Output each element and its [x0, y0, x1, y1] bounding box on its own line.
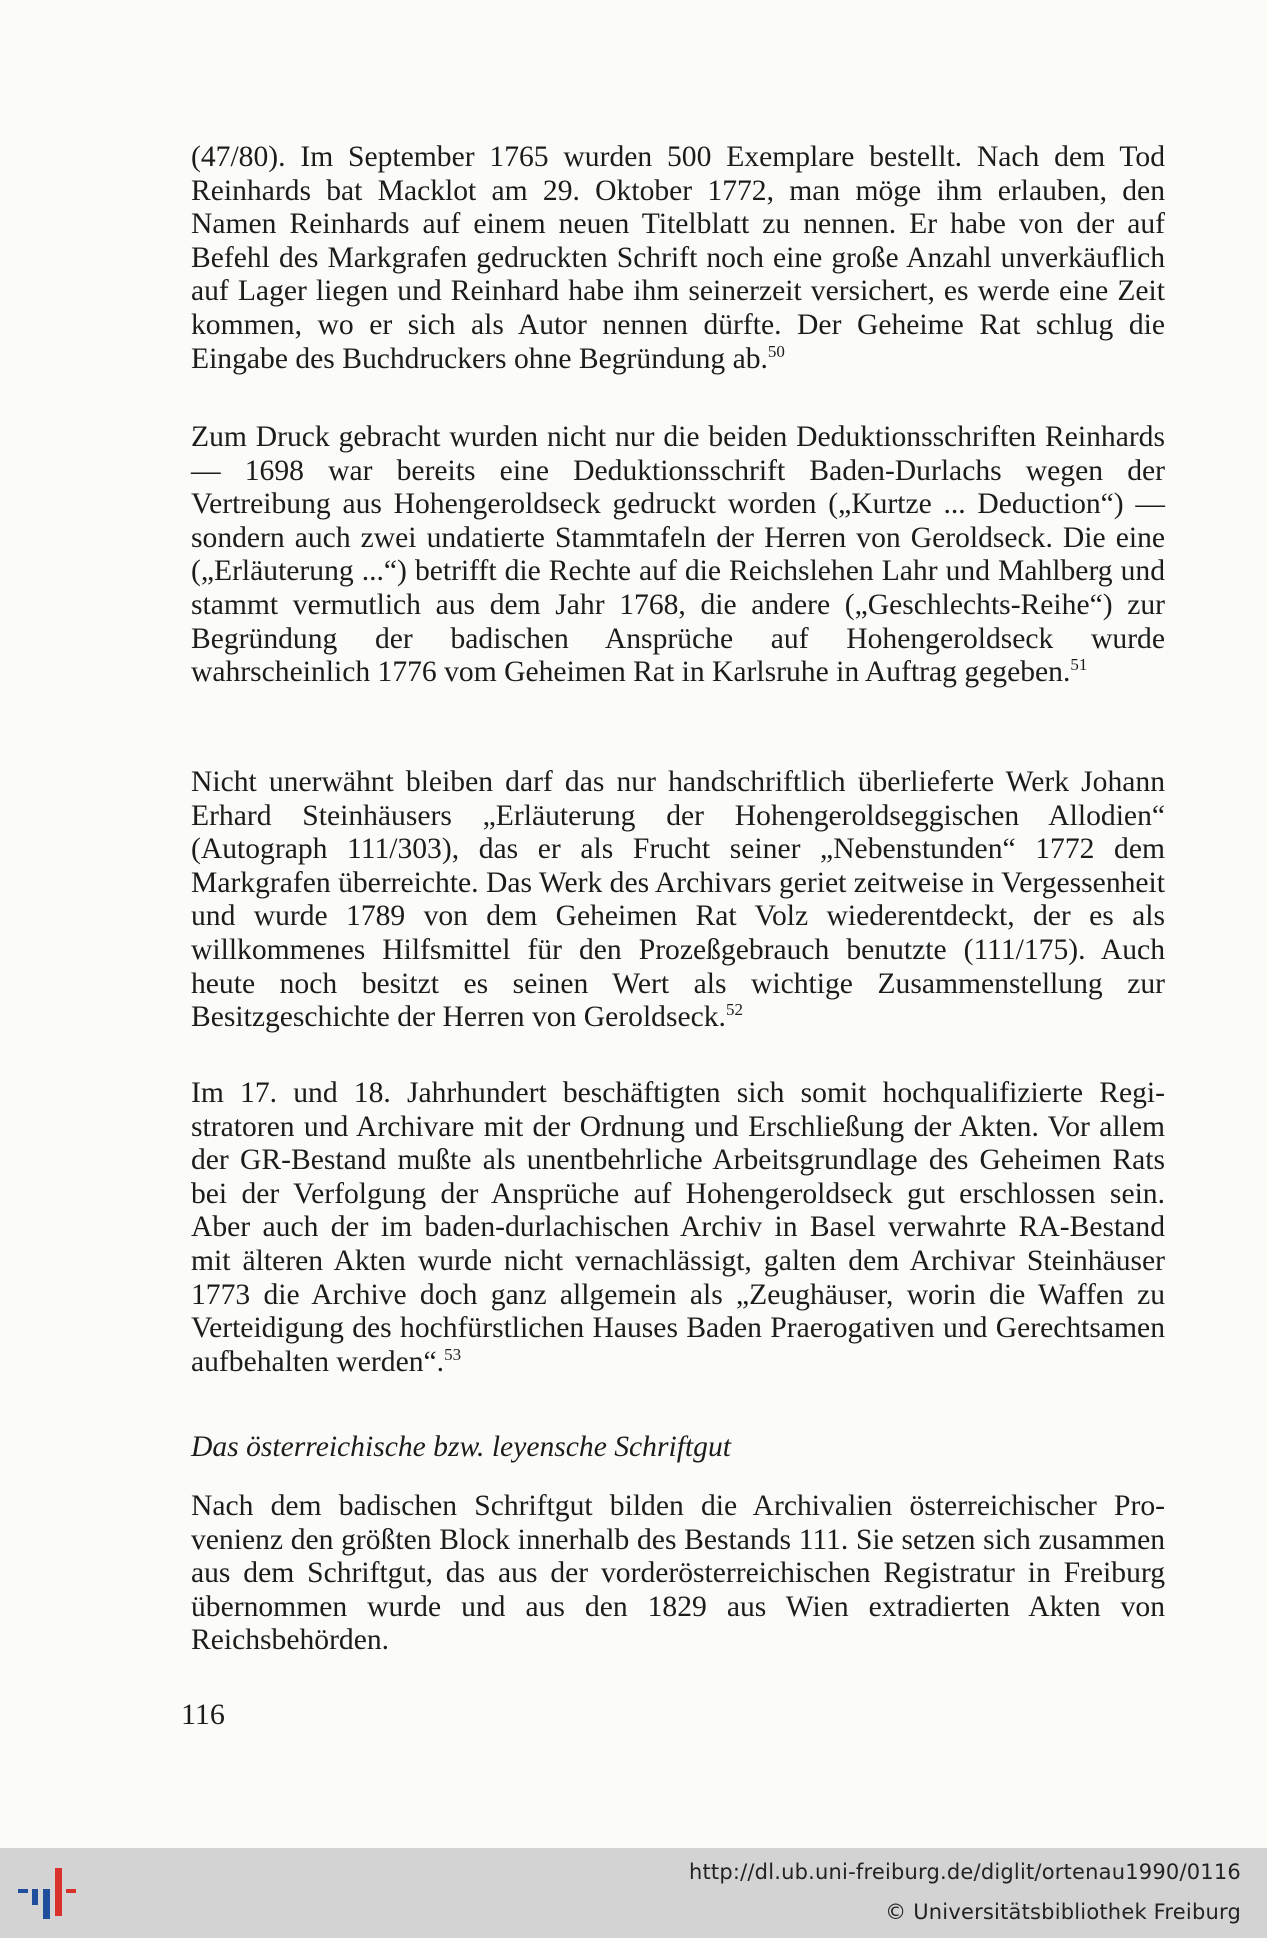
- footnote-ref-51: 51: [1070, 655, 1088, 675]
- paragraph-1: [191, 141, 1165, 376]
- paragraph-5: Nach dem badischen Schriftgut bilden die Archivalien österreichischer Provenienz den größten Block innerhalb des Bestands 111. Sie setzen sich zusammen aus dem Schriftgut, das aus der vorderösterreichischen Registratur in Freiburg übernommen wurde und aus den 1829 aus Wien extradierten Akten von Reichsbehörden.: [191, 1490, 1165, 1657]
- footer-bar: [0, 1848, 1267, 1938]
- footnote-ref-53: 53: [444, 1344, 462, 1364]
- section-heading: Das österreichische bzw. leyensche Schriftgut: [191, 1431, 731, 1463]
- paragraph-2-text: Zum Druck gebracht wurden nicht nur die beiden Deduktionsschriften Reinhards — 1698 war bereits eine Deduktionsschrift Baden-Durlachs wegen der Vertreibung aus Hohengeroldseck gedruckt worden („Kurtze ... Deduction“) — sondern auch zwei undatierte Stammtafeln der Herren von Geroldseck. Die eine („Erläuterung ...“) betrifft die Rechte auf die Reichslehen Lahr und Mahlberg und stammt vermutlich aus dem Jahr 1768, die andere („Geschlechts-Reihe“) zur Begründung der badischen Ansprüche auf Hohengeroldseck wurde wahrscheinlich 1776 vom Geheimen Rat in Karlsruhe in Auftrag gegeben.: [191, 421, 1165, 689]
- footnote-ref-50: 50: [767, 341, 785, 361]
- page-number: 116: [181, 1698, 225, 1731]
- footer-url-link[interactable]: http://dl.ub.uni-freiburg.de/diglit/ortenau1990/0116: [688, 1860, 1241, 1884]
- ub-freiburg-logo-icon: [16, 1856, 84, 1930]
- paragraph-3: [191, 766, 1165, 1035]
- paragraph-1-text: (47/80). Im September 1765 wurden 500 Exemplare bestellt. Nach dem Tod Reinhards bat Macklot am 29. Oktober 1772, man möge ihm erlauben, den Namen Reinhards auf einem neuen Titelblatt zu nennen. Er habe von der auf Befehl des Markgrafen gedruckten Schrift noch eine große Anzahl unverkäuflich auf Lager liegen und Reinhard habe ihm seinerzeit versichert, es werde eine Zeit kommen, wo er sich als Autor nennen dürfte. Der Geheime Rat schlug die Eingabe des Buchdruckers ohne Begründung ab.: [191, 141, 1165, 375]
- footnote-ref-52: 52: [725, 1000, 743, 1020]
- paragraph-2: [191, 421, 1165, 690]
- paragraph-4: [191, 1077, 1165, 1379]
- footer-copyright: © Universitätsbibliothek Freiburg: [885, 1900, 1241, 1924]
- paragraph-3-text: Nicht unerwähnt bleiben darf das nur handschriftlich überlieferte Werk Johann Erhard Steinhäusers „Erläuterung der Hohengeroldseggischen Allodien“ (Autograph 111/303), das er als Frucht seiner „Nebenstunden“ 1772 dem Markgrafen überreichte. Das Werk des Archivars geriet zeitweise in Vergessenheit und wurde 1789 von dem Geheimen Rat Volz wiederentdeckt, der es als willkommenes Hilfsmittel für den Prozeßgebrauch benutzte (111/175). Auch heute noch besitzt es seinen Wert als wichtige Zusammenstellung zur Besitzgeschichte der Herren von Geroldseck.: [191, 766, 1165, 1034]
- paragraph-4-text: Im 17. und 18. Jahrhundert beschäftigten sich somit hochqualifizierte Registratoren und Archivare mit der Ordnung und Erschließung der Akten. Vor allem der GR-Bestand mußte als unentbehrliche Arbeitsgrundlage des Geheimen Rats bei der Verfolgung der Ansprüche auf Hohengeroldseck gut erschlossen sein. Aber auch der im baden-durlachischen Archiv in Basel verwahrte RA-Bestand mit älteren Akten wurde nicht vernachlässigt, galten dem Archivar Steinhäuser 1773 die Archive doch ganz allgemein als „Zeughäuser, worin die Waffen zu Verteidigung des hochfürstlichen Hauses Baden Praerogativen und Gerechtsamen aufbehalten werden“.: [191, 1077, 1165, 1378]
